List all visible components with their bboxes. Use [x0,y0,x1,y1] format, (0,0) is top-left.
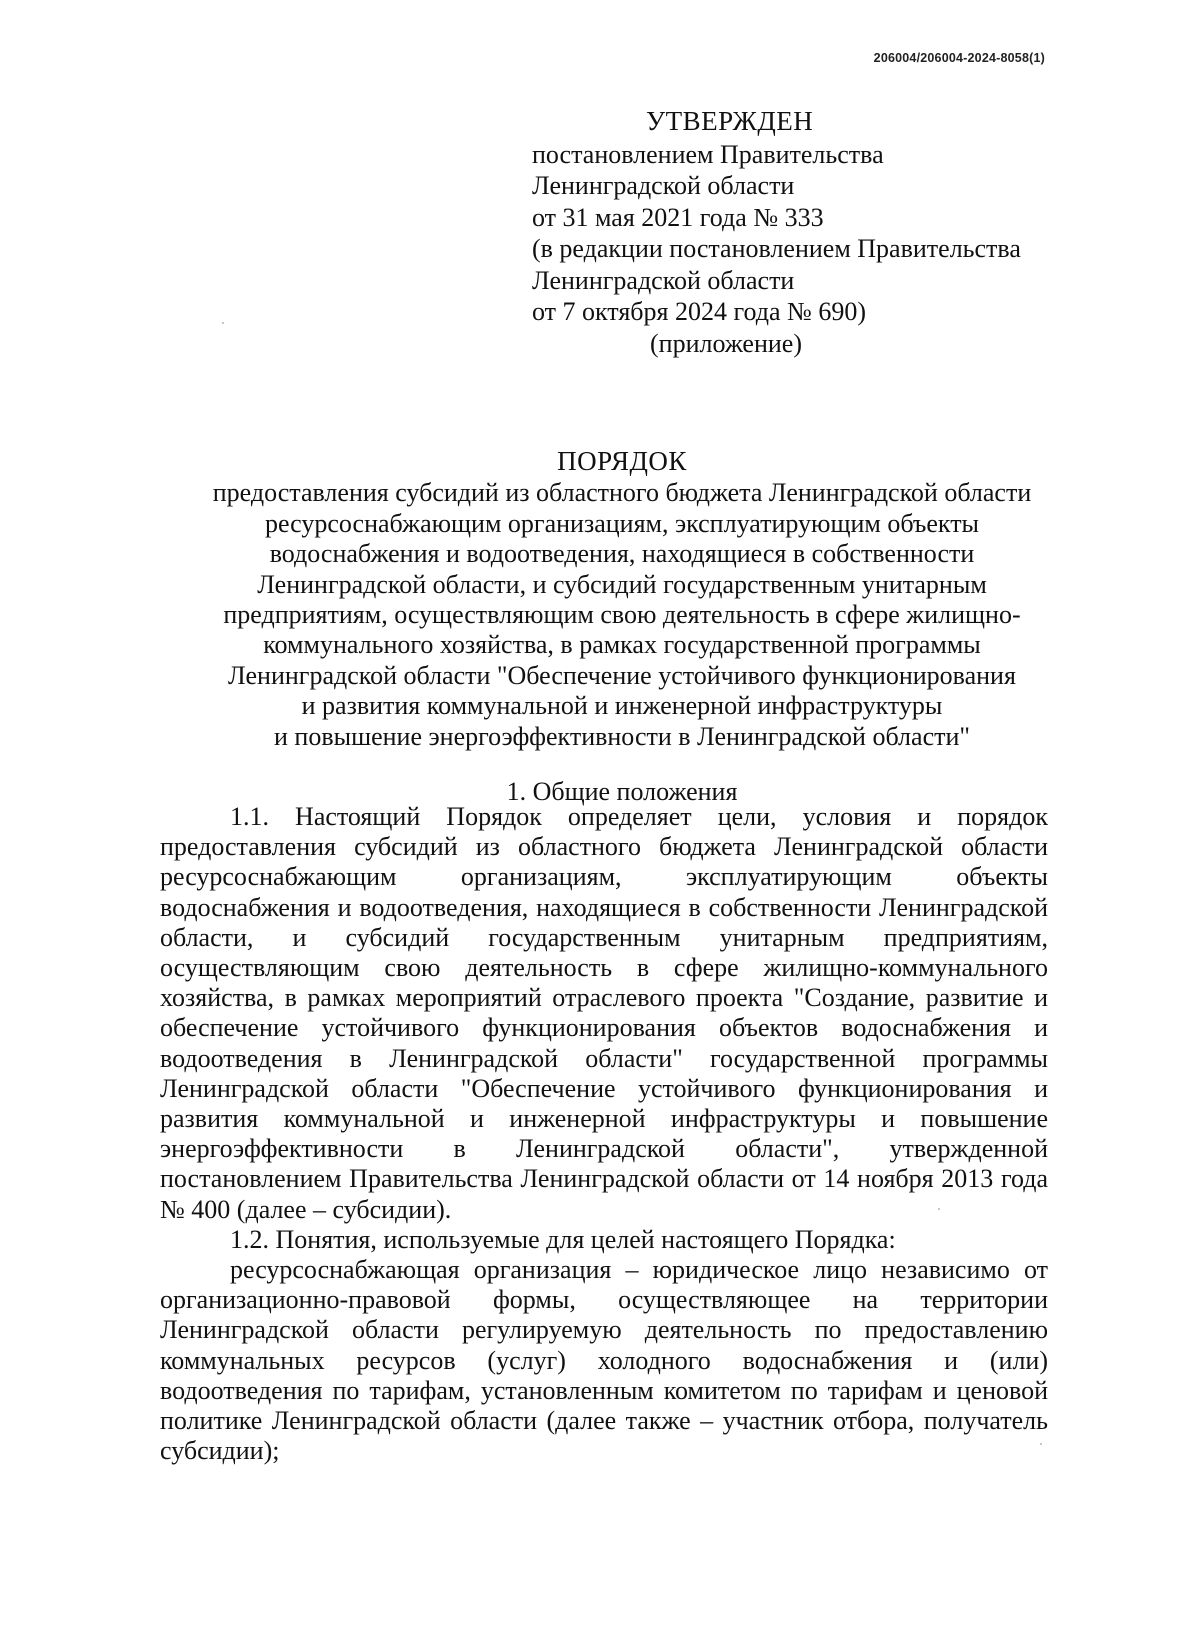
approval-line: от 31 мая 2021 года № 333 [532,202,824,232]
scan-speck [1040,1443,1042,1445]
paragraph-1-1: 1.1. Настоящий Порядок определяет цели, условия и порядок предоставления субсидий из областного бюджета Ленинградской области ресурсоснабжающим организациям, эксплуатирующим объекты водоснабжения и водоотведения, находящиеся в собственности Ленинградской области, и субсидий государственным унитарным предприятиям, осуществляющим свою деятельность в сфере жилищно-коммунального хозяйства, в рамках мероприятий отраслевого проекта "Создание, развитие и обеспечение устойчивого функционирования объектов водоснабжения и водоотведения в Ленинградской области" государственной программы Ленинградской области "Обеспечение устойчивого функционирования и развития коммунальной и инженерной инфраструктуры и повышение энергоэффективности в Ленинградской области", утвержденной постановлением Правительства Ленинградской области от 14 ноября 2013 года № 400 (далее – субсидии). [160,802,1048,1224]
approval-title: УТВЕРЖДЕН [646,106,814,136]
order-subtitle-line: коммунального хозяйства, в рамках государственной программы [263,630,981,660]
paragraph-definition: ресурсоснабжающая организация – юридическое лицо независимо от организационно-правовой формы, осуществляющее на территории Ленинградской области регулируемую деятельность по предоставлению коммунальных ресурсов (услуг) холодного водоснабжения и (или) водоотведения по тарифам, установленным комитетом по тарифам и ценовой политике Ленинградской области (далее также – участник отбора, получатель субсидии); [160,1255,1048,1466]
approval-line: Ленинградской области [532,265,795,295]
scan-speck [222,322,224,324]
approval-line: от 7 октября 2024 года № 690) [532,297,866,326]
approval-appendix: (приложение) [650,328,803,358]
order-subtitle-line: и развития коммунальной и инженерной инфраструктуры [301,691,943,721]
order-subtitle-line: Ленинградской области, и субсидий государственным унитарным [257,569,987,599]
approval-line: Ленинградской области [532,171,795,200]
section-body [160,802,1048,1466]
section-heading: 1. Общие положения [506,777,738,806]
order-title: ПОРЯДОК [557,446,687,476]
order-subtitle-line: ресурсоснабжающим организациям, эксплуатирующим объекты [264,508,980,538]
approval-line: постановлением Правительства [532,139,884,169]
order-subtitle-line: водоснабжения и водоотведения, находящиеся в собственности [269,539,975,569]
order-header [160,446,1084,752]
order-subtitle-line: предоставления субсидий из областного бюджета Ленинградской области [212,478,1032,508]
document-id: 206004/206004-2024-8058(1) [873,51,1045,65]
scan-speck [938,1208,940,1210]
approval-stamp [532,106,1092,359]
order-subtitle-line: Ленинградской области "Обеспечение устойчивого функционирования [228,660,1016,690]
order-subtitle-line: предприятиям, осуществляющим свою деятельность в сфере жилищно- [223,600,1021,630]
approval-line: (в редакции постановлением Правительства [532,234,1021,263]
order-subtitle-line: и повышение энергоэффективности в Ленинградской области" [274,721,970,751]
paragraph-1-2: 1.2. Понятия, используемые для целей настоящего Порядка: [230,1224,896,1254]
